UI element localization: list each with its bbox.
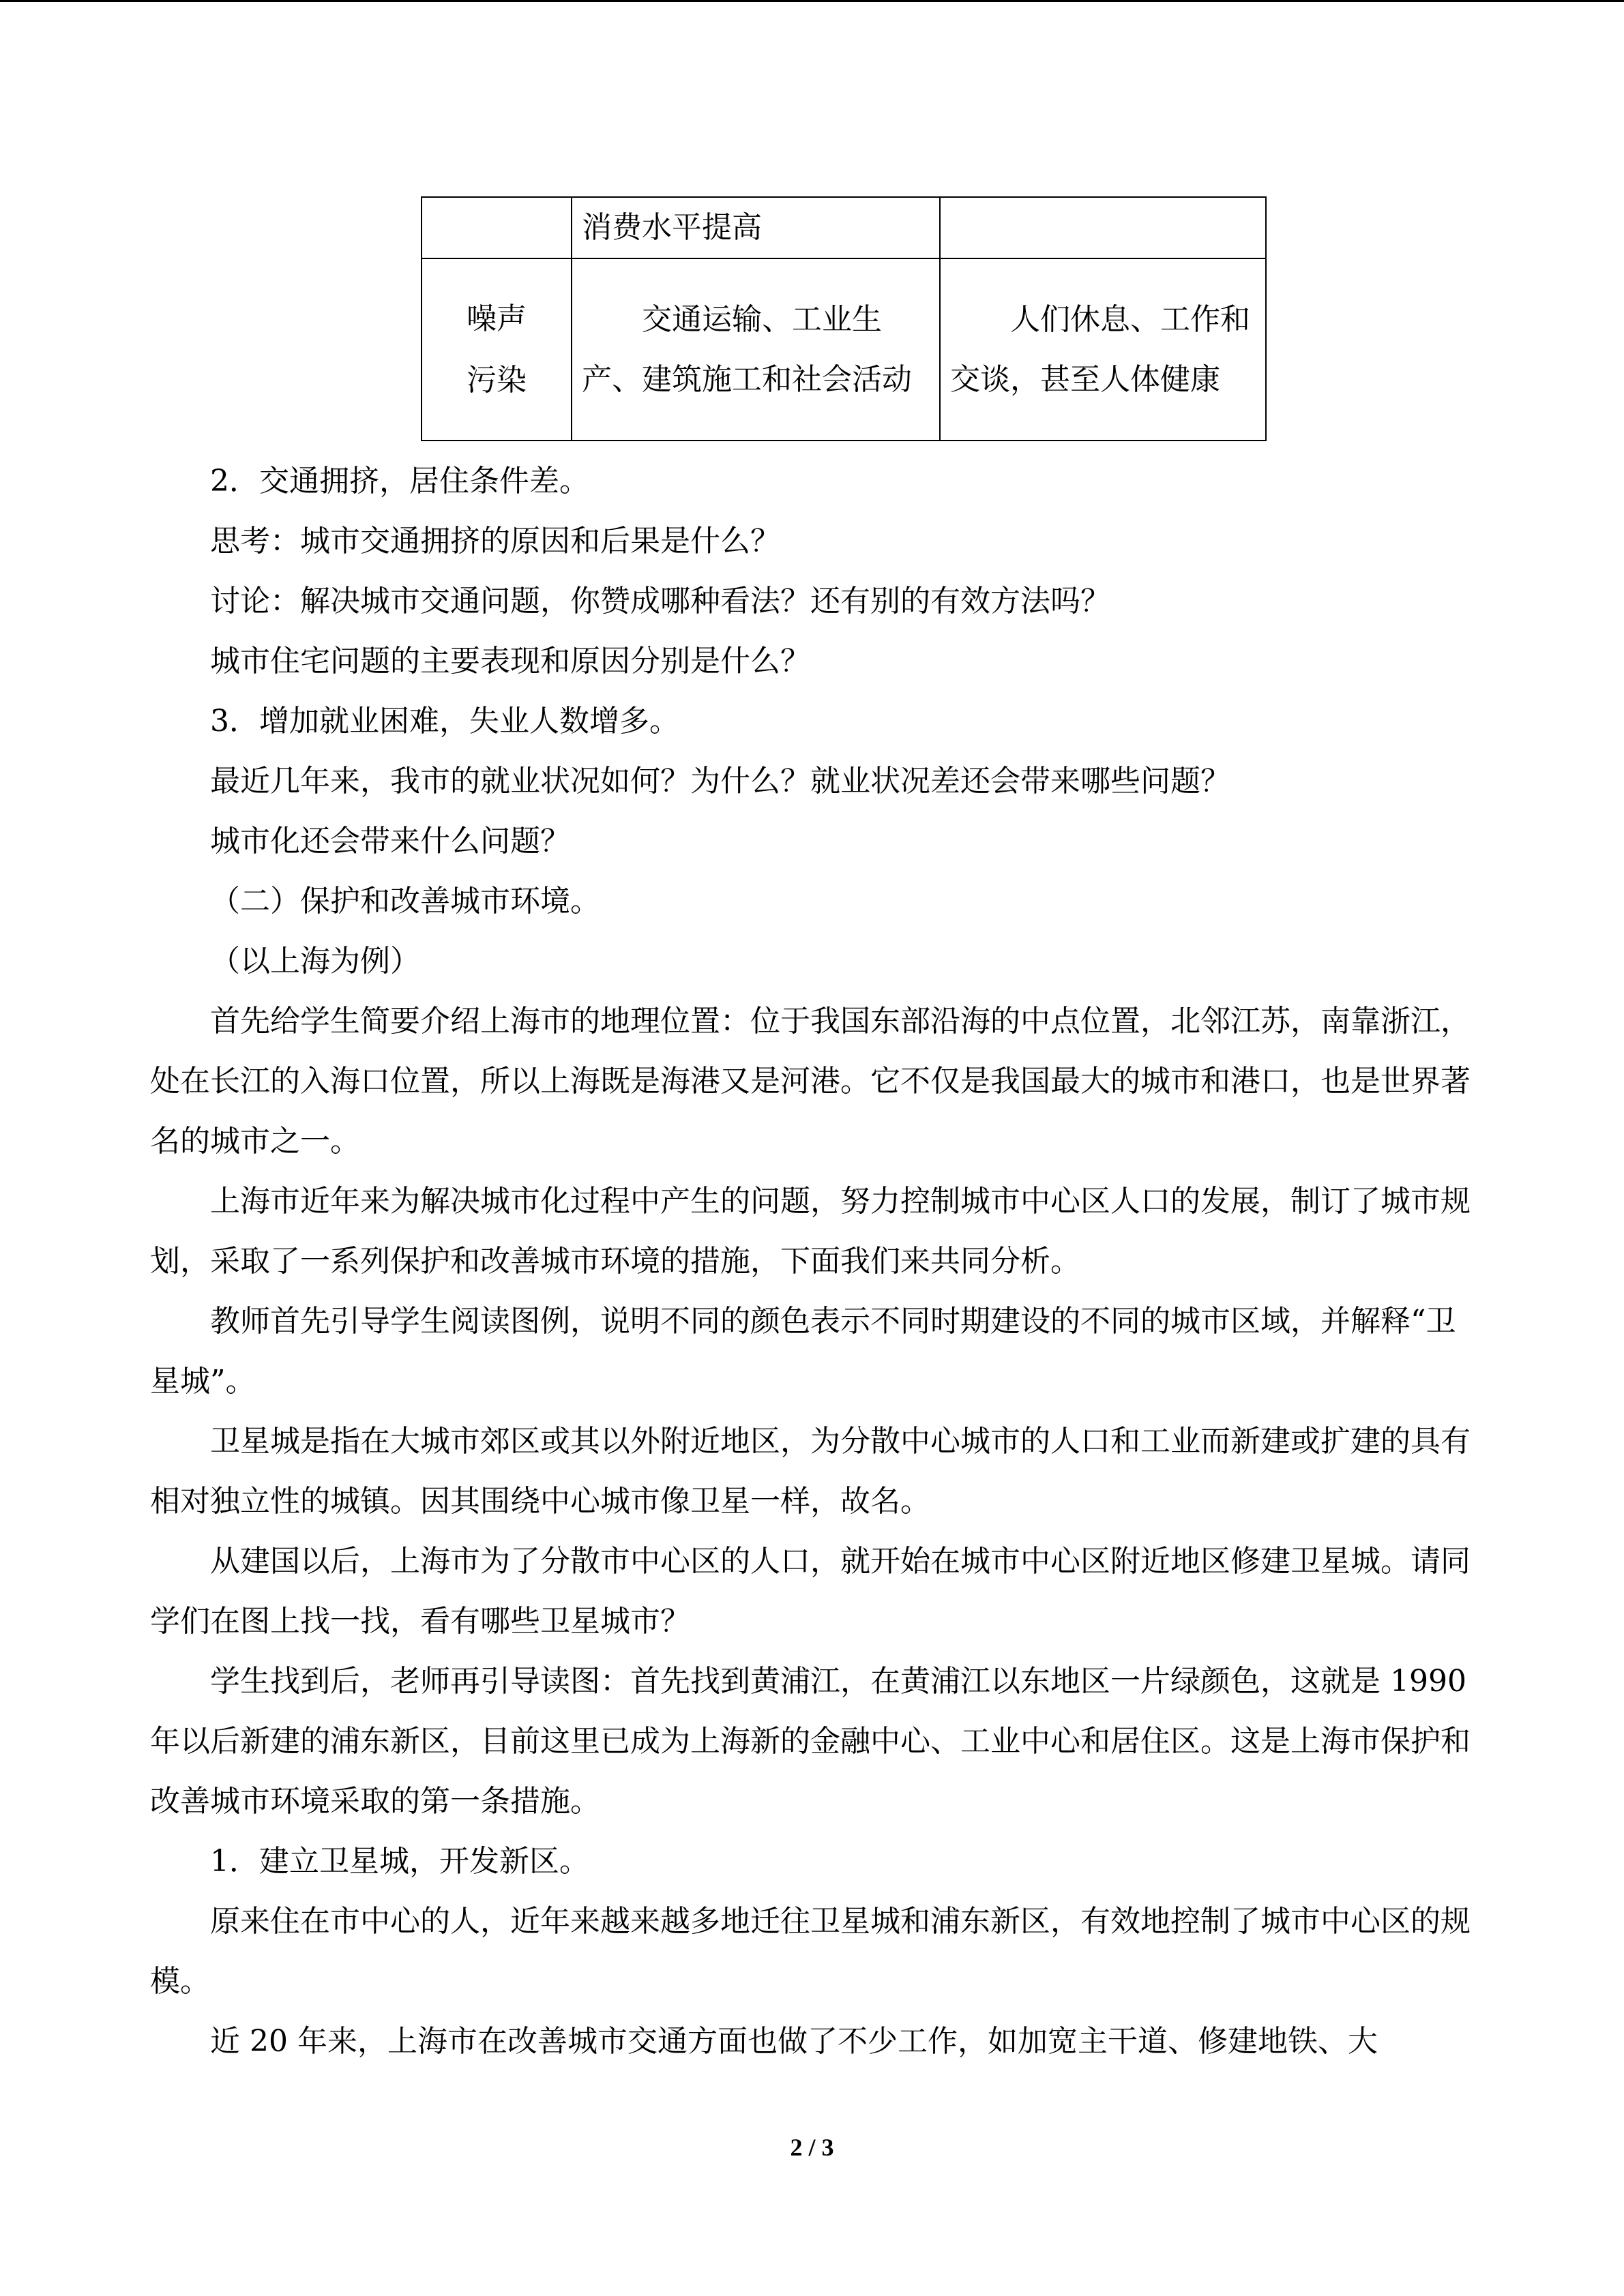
paragraph: 2．交通拥挤，居住条件差。 bbox=[210, 464, 589, 498]
paragraph: 最近几年来，我市的就业状况如何？为什么？就业状况差还会带来哪些问题？ bbox=[210, 764, 1230, 799]
table-row bbox=[422, 197, 1266, 258]
paragraph: 城市住宅问题的主要表现和原因分别是什么？ bbox=[210, 644, 810, 679]
paragraph: （以上海为例） bbox=[210, 944, 420, 979]
paragraph: 首先给学生简要介绍上海市的地理位置：位于我国东部沿海的中点位置，北邻江苏，南靠浙江，处在长江的入海口位置，所以上海既是海港又是河港。它不仅是我国最大的城市和港口，也是世界著名的城市之一。 bbox=[150, 1004, 1471, 1159]
paragraph: 学生找到后，老师再引导读图：首先找到黄浦江，在黄浦江以东地区一片绿颜色，这就是 1990 年以后新建的浦东新区，目前这里已成为上海新的金融中心、工业中心和居住区。这是上海市保护和改善城市环境采取的第一条措施。 bbox=[150, 1664, 1471, 1819]
paragraph: 近 20 年来，上海市在改善城市交通方面也做了不少工作，如加宽主干道、修建地铁、大 bbox=[210, 2024, 1378, 2059]
paragraph: 3．增加就业困难，失业人数增多。 bbox=[210, 704, 679, 739]
document-body bbox=[150, 451, 1477, 2072]
paragraph: 讨论：解决城市交通问题，你赞成哪种看法？还有别的有效方法吗？ bbox=[210, 584, 1110, 618]
table-cell: 消费水平提高 bbox=[572, 197, 940, 258]
paragraph: 上海市近年来为解决城市化过程中产生的问题，努力控制城市中心区人口的发展，制订了城市规划，采取了一系列保护和改善城市环境的措施，下面我们来共同分析。 bbox=[150, 1184, 1471, 1279]
paragraph: 卫星城是指在大城市郊区或其以外附近地区，为分散中心城市的人口和工业而新建或扩建的具有相对独立性的城镇。因其围绕中心城市像卫星一样，故名。 bbox=[150, 1424, 1471, 1519]
paragraph: 1．建立卫星城，开发新区。 bbox=[210, 1844, 589, 1879]
table-cell-source: 交通运输、工业生产、建筑施工和社会活动 bbox=[572, 258, 940, 441]
paragraph: 教师首先引导学生阅读图例，说明不同的颜色表示不同时期建设的不同的城市区域，并解释“卫星城”。 bbox=[150, 1304, 1456, 1399]
table-row bbox=[422, 258, 1266, 441]
paragraph: 从建国以后，上海市为了分散市中心区的人口，就开始在城市中心区附近地区修建卫星城。请同学们在图上找一找，看有哪些卫星城市？ bbox=[150, 1544, 1471, 1639]
table-cell-empty bbox=[422, 197, 572, 258]
table-cell bbox=[940, 197, 1266, 258]
paragraph: 原来住在市中心的人，近年来越来越多地迁往卫星城和浦东新区，有效地控制了城市中心区的规模。 bbox=[150, 1904, 1471, 1999]
pollution-type-line: 污染 bbox=[467, 362, 527, 398]
page-number: 2 / 3 bbox=[790, 2134, 834, 2161]
table-cell-pollution-type bbox=[422, 258, 572, 441]
paragraph: 思考：城市交通拥挤的原因和后果是什么？ bbox=[210, 524, 780, 558]
pollution-type-line: 噪声 bbox=[467, 301, 527, 336]
paragraph: 城市化还会带来什么问题？ bbox=[210, 824, 570, 859]
top-border-line bbox=[0, 0, 1624, 2]
section-heading: （二）保护和改善城市环境。 bbox=[210, 884, 600, 919]
table-cell-impact: 人们休息、工作和交谈，甚至人体健康 bbox=[940, 258, 1266, 441]
pollution-table bbox=[421, 196, 1267, 441]
